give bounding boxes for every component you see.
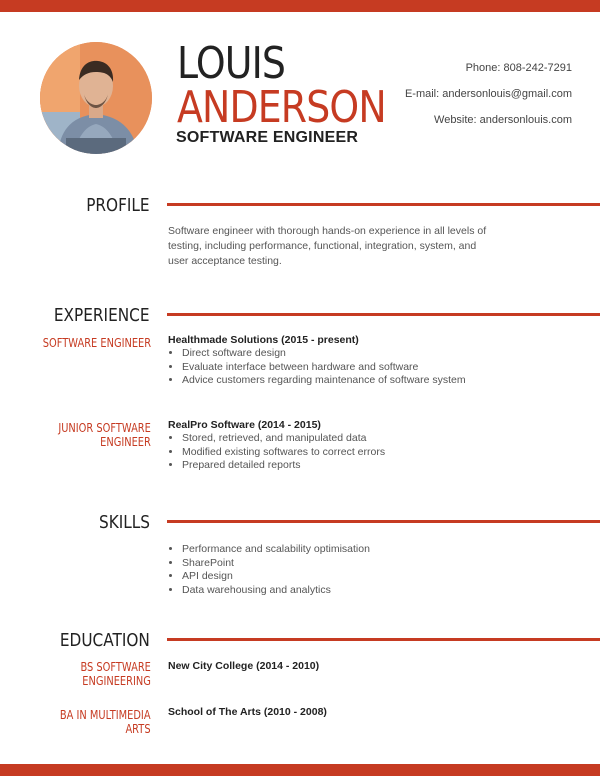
bottom-accent-bar — [0, 764, 600, 776]
first-name: LOUIS — [177, 38, 286, 89]
list-item: • API design — [182, 570, 488, 584]
section-divider — [167, 203, 600, 206]
profile-photo — [40, 42, 152, 154]
list-item: • Stored, retrieved, and manipulated data — [182, 432, 488, 446]
last-name: ANDERSON — [177, 82, 386, 133]
skills-list — [168, 543, 488, 597]
experience-bullets — [168, 432, 488, 473]
experience-role: SOFTWARE ENGINEER — [42, 336, 151, 350]
section-heading-education: EDUCATION — [60, 630, 150, 651]
section-heading-skills: SKILLS — [98, 512, 150, 533]
list-item: • Advice customers regarding maintenance of software system — [182, 374, 488, 388]
job-title: SOFTWARE ENGINEER — [176, 129, 359, 146]
list-item: • Evaluate interface between hardware and software — [182, 361, 488, 375]
school-name: School of The Arts (2010 - 2008) — [168, 706, 327, 718]
company-name: RealPro Software (2014 - 2015) — [168, 419, 321, 431]
profile-summary: Software engineer with thorough hands-on experience in all levels of testing, including performance, functional, integration, system, and user acceptance testing. — [168, 225, 487, 267]
experience-role: JUNIOR SOFTWARE ENGINEER — [58, 421, 151, 449]
list-item: • Data warehousing and analytics — [182, 584, 488, 598]
list-item: • Direct software design — [182, 347, 488, 361]
experience-entry — [168, 334, 488, 388]
experience-entry — [168, 419, 488, 473]
phone: Phone: 808-242-7291 — [465, 62, 572, 74]
list-item: • Modified existing softwares to correct errors — [182, 446, 488, 460]
website[interactable]: Website: andersonlouis.com — [434, 114, 572, 126]
education-degree: BA IN MULTIMEDIA ARTS — [60, 708, 151, 736]
section-heading-profile: PROFILE — [86, 195, 150, 216]
email[interactable]: E-mail: andersonlouis@gmail.com — [404, 88, 572, 100]
section-divider — [167, 638, 600, 641]
experience-bullets — [168, 347, 488, 388]
company-name: Healthmade Solutions (2015 - present) — [168, 334, 359, 346]
list-item: • Performance and scalability optimisation — [182, 543, 488, 557]
education-degree: BS SOFTWARE ENGINEERING — [80, 660, 151, 688]
section-divider — [167, 313, 600, 316]
section-heading-experience: EXPERIENCE — [54, 305, 150, 326]
school-name: New City College (2014 - 2010) — [168, 660, 320, 672]
section-divider — [167, 520, 600, 523]
top-accent-bar — [0, 0, 600, 12]
list-item: • Prepared detailed reports — [182, 459, 488, 473]
skills-list-wrap — [168, 543, 488, 597]
list-item: • SharePoint — [182, 557, 488, 571]
